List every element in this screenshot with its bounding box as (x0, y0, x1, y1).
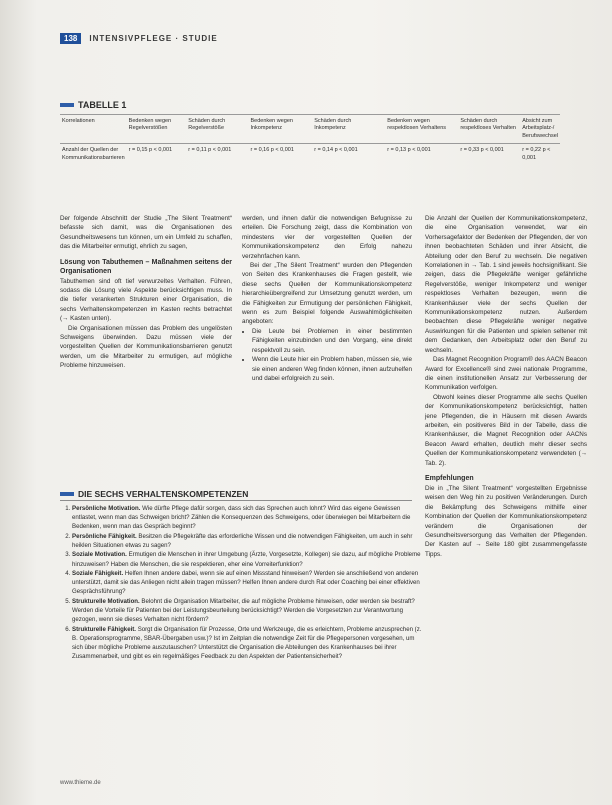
table-cell: r = 0,15 p < 0,001 (128, 147, 173, 154)
table-cell: r = 0,11 p < 0,001 (188, 147, 232, 154)
table-row (60, 144, 560, 165)
table-cell: Anzahl der Quellen der Kommunikationsbarrieren (62, 147, 125, 161)
paragraph: Die Anzahl der Quellen der Kommunikationskompetenz, die eine Organisation verwendet, war ein Vorhersagefaktor der Bedenken der Pflegenden, der von ihnen beobachteten Schäden und ihrer Absicht, die Abteilung oder den Beruf zu wechseln. Die negativen Korrelationen in → Tab. 1 sind jeweils hochsignifikant. Sie zeigen, dass die Pflegekräfte weniger gefährliche Regelverstöße, weniger Inkompetenz und weniger respektloses Verhalten bezeugen, wenn die Krankenhäuser viele der sechs Quellen der Kommunikationskompetenz nutzen. Außerdem beobachten diese Pflegekräfte weniger negative Auswirkungen für die Patienten und spielen seltener mit dem Gedanken, den Arbeitsplatz oder den Beruf zu wechseln. (425, 215, 587, 354)
competencies-heading (60, 489, 248, 499)
table-header-cell: Schäden durch Inkompetenz (312, 115, 385, 144)
bullet-list (242, 327, 412, 383)
item-label: Soziale Motivation. (72, 551, 127, 559)
item-text: Sorgt die Organisation für Prozesse, Orte und Werkzeuge, die es erleichtern, Probleme anzusprechen (z. B. Operationsprogramme, SBAR-Übergaben usw.)? Ist im Zeitplan die notwendige Zeit für die Pflegepersonen vorgesehen, um sich über mögliche Probleme auszutauschen? Unterstützt die Organisation die Abteilungen des Krankenhauses bei ihrer Zusammenarbeit, und gibt es ein regelmäßiges Feedback zu den Aspekten der Patientensicherheit? (72, 625, 422, 660)
paragraph: Der folgende Abschnitt der Studie „The Silent Treatment“ befasste sich damit, was die Organisationen des Gesundheitswesens tun können, um ein Umfeld zu schaffen, das die Mitarbeiter ermutigt, ehrlich zu sagen, (60, 215, 232, 251)
text-column-1 (60, 214, 232, 371)
paragraph: Die in „The Silent Treatment“ vorgestellten Ergebnisse weisen den Weg hin zu positiven Veränderungen. Durch die Bekämpfung des Schweigens mithilfe einer Kombination der Quellen der Kommunikationskompetenz verändern die Organisationen der Gesundheitsversorgung das Verhalten der Pflegenden. Der Kasten auf → Seite 180 gibt zusammengefasste Tipps. (425, 484, 587, 558)
paragraph: Bei der „The Silent Treatment“ wurden den Pflegenden von Seiten des Krankenhauses die Fragen gestellt, wie diese sechs Quellen der Kommunikationskompetenz hierarchieübergreifend zur Umsetzung genutzt werden, um die Fähigkeiten zur Ermutigung der persönlichen Fähigkeit, wenn es zum Beispiel folgende Auswahlmöglichkeiten angeboten: (242, 262, 412, 326)
list-item: • Die Leute bei Problemen in einer bestimmten Fähigkeiten einzubinden und den Vorgang, eine direkt respektvoll zu sein. (252, 327, 412, 355)
item-text: Ermutigen die Menschen in ihrer Umgebung (Ärzte, Vorgesetzte, Kollegen) sie dazu, auf mögliche Probleme hinzuweisen? Haben die Menschen, die sie respektieren, eher eine Vorreiterfunktion? (72, 551, 421, 568)
table-header-cell: Bedenken wegen Regelverstößen (127, 115, 187, 144)
table-header-cell: Schäden durch respektloses Verhalten (458, 115, 520, 144)
divider (60, 500, 412, 501)
list-item (72, 532, 424, 550)
item-label: Persönliche Fähigkeit. (72, 532, 137, 540)
correlation-table (60, 114, 560, 165)
table-cell: r = 0,14 p < 0,001 (314, 147, 358, 154)
item-text: Helfen Ihnen andere dabei, wenn sie auf einen Missstand hinweisen? Werden sie anschließend von anderen unterstützt, damit sie das Anliegen nicht allein tragen müssen? Helfen Ihnen andere durch Rat oder Coaching bei einer effektiven Gesprächsführung? (72, 570, 420, 596)
table-title: TABELLE 1 (78, 100, 127, 110)
item-label: Persönliche Motivation. (72, 505, 141, 512)
item-label: Strukturelle Motivation. (72, 597, 140, 605)
table-cell: r = 0,13 p < 0,001 (387, 147, 431, 154)
table-cell: r = 0,33 p < 0,001 (460, 147, 504, 154)
item-text: Wie dürfte Pflege dafür sorgen, dass sich das Sprechen auch lohnt? Wird das eigene Gewissen entlastet, wenn man das Schweigen bricht? Zählen die Konsequenzen des Schweigens, oder überwiegen bei Mitarbeitern die Bedenken, wenn man das Gespräch beginnt? (72, 505, 411, 531)
heading-bar (60, 103, 74, 107)
footer-url: www.thieme.de (60, 780, 101, 786)
table-cell: r = 0,22 p < 0,001 (522, 147, 551, 161)
list-item: • Wenn die Leute hier ein Problem haben, müssen sie, wie sie einen anderen Weg finden können, ihnen aufzuhelfen und dabei erfolgreich zu sein. (252, 355, 412, 383)
table-header-row (60, 115, 560, 144)
paragraph: Tabuthemen sind oft tief verwurzeltes Verhalten. Führen, sodass die Lösung viele Aspekte berücksichtigen muss. In die tiefer verankerten Strukturen einer Organisation, die sechs Verhaltenskompetenzen im Kasten rechts betrachtet (→ Kasten unten). (60, 277, 232, 323)
paragraph: Die Organisationen müssen das Problem des ungelösten Schweigens überwinden. Dazu müssen viele der vorgestellten Quellen der Kommunikationsbarrieren genutzt werden, um die Mitarbeiter zu ermutigen, auf mögliche Probleme hinzuweisen. (60, 324, 232, 370)
item-text: Besitzen die Pflegekräfte das erforderliche Wissen und die notwendigen Fähigkeiten, um auch in sehr heiklen Situationen etwas zu sagen? (72, 532, 413, 549)
list-item (72, 625, 424, 661)
table-cell: r = 0,16 p < 0,001 (250, 147, 294, 154)
paragraph: Das Magnet Recognition Program® des AACN Beacon Award for Excellence® sind zwei nationale Programme, die einen institutionellen Ansatz zur Verbesserung der Kommunikation verfolgen. (425, 356, 587, 392)
text-column-2 (242, 214, 412, 383)
heading-bar (60, 492, 74, 496)
table-header-cell: Absicht zum Arbeitsplatz-/ Berufswechsel (520, 115, 560, 144)
subheading: Lösung von Tabuthemen – Maßnahmen seitens der Organisationen (60, 258, 232, 275)
item-label: Strukturelle Fähigkeit. (72, 625, 136, 633)
text-column-3 (425, 214, 587, 559)
list-item (72, 504, 424, 531)
table-heading (60, 100, 126, 110)
table-header-cell: Bedenken wegen respektlosen Verhaltens (385, 115, 458, 144)
page-number: 138 (60, 33, 81, 44)
item-text: Belohnt die Organisation Mitarbeiter, die auf mögliche Probleme hinweisen, oder werden sie bestraft? Werden die Vorteile für Patienten bei der Leistungsbeurteilung berücksichtigt? Werden die Vorgesetzten zur Verantwortung gezogen, wenn sie dieses Verhalten nicht fördern? (72, 597, 415, 624)
competencies-list (60, 504, 424, 662)
paragraph: Obwohl keines dieser Programme alle sechs Quellen der Kommunikationskompetenz berücksichtigt, hatten jene Pflegenden, die in Häusern mit diesen Awards arbeiten, ein positiveres Bild in der Tabelle, dass die Krankenhäuser, die Magnet Recognition oder AACNs Beacon Award erhalten, deutlich mehr dieser sechs Quellen der Kommunikationskompetenz verwendeten (→ Tab. 2). (425, 393, 587, 467)
table-header-cell: Korrelationen (60, 115, 127, 144)
table-header-cell: Schäden durch Regelverstöße (186, 115, 248, 144)
list-item (72, 550, 424, 568)
paragraph: werden, und ihnen dafür die notwendigen Befugnisse zu erteilen. Die Forschung zeigt, dass die Kombination von mindestens vier der vorgestellten Quellen der Kommunikationskompetenz den Erfolg nahezu verzehnfachen kann. (242, 215, 412, 260)
header-title: INTENSIVPFLEGE · STUDIE (89, 34, 218, 43)
item-label: Soziale Fähigkeit. (72, 570, 124, 578)
list-item (72, 569, 424, 596)
table-header-cell: Bedenken wegen Inkompetenz (248, 115, 312, 144)
box-title: DIE SECHS VERHALTENSKOMPETENZEN (78, 489, 249, 499)
running-header (60, 33, 218, 44)
list-item (72, 597, 424, 624)
subheading: Empfehlungen (425, 474, 474, 482)
